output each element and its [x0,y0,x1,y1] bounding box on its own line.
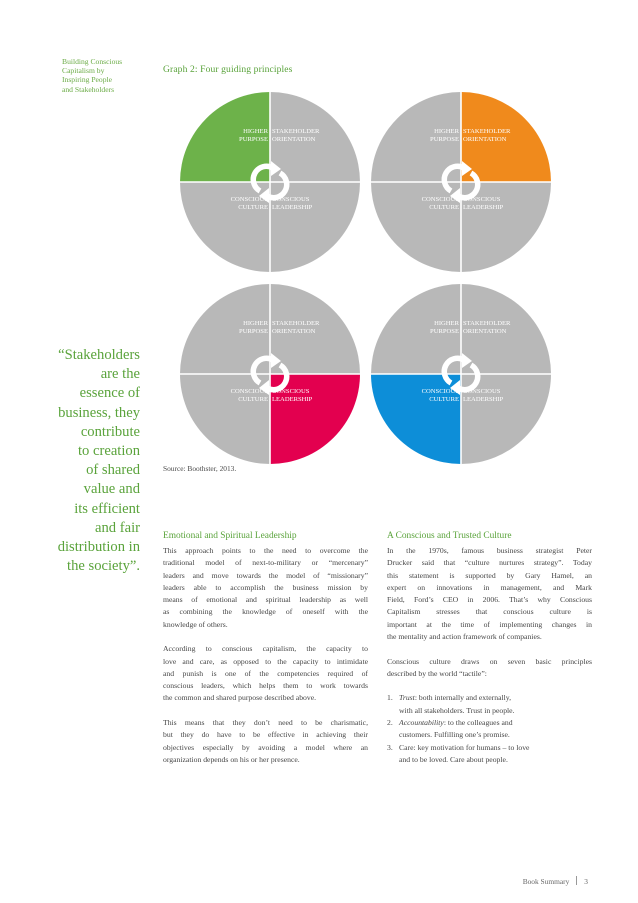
quadrant-label-conscious-leadership [463,388,503,404]
text-line: important at the time of implementing changes in [387,619,592,629]
quadrant-label-stakeholder-orientation [463,128,510,144]
quadrant-label-line: CULTURE [429,396,459,403]
pull-quote-line: distribution in [57,539,140,556]
quadrant-label-conscious-culture [231,388,268,404]
text-line: objectives especially by avoiding a model where an [163,742,368,752]
quadrant-label-line: ORIENTATION [463,136,507,143]
list-text-continued: and to be loved. Care about people. [399,754,508,764]
quadrant-label-line: STAKEHOLDER [272,320,320,327]
pull-quote-line: the society”. [67,558,140,575]
text-line: Drucker said that “culture nurtures strategy”. Today [387,558,592,568]
quadrant-label-line: CONSCIOUS [463,196,501,203]
quadrant-label-line: CONSCIOUS [272,388,310,395]
quadrant-label-line: PURPOSE [430,136,459,143]
quadrant-label-line: PURPOSE [239,328,268,335]
text-line: leaders and move towards the model of “missionary” [163,570,368,580]
quadrant-label-line: HIGHER [434,128,459,135]
source-note: Source: Boothster, 2013. [163,464,237,473]
section-heading-leadership: Emotional and Spiritual Leadership [163,531,297,541]
list-text: Care: key motivation for humans – to love [399,742,530,752]
quadrant-label-higher-purpose [239,320,268,336]
text-line: traditional model of next-to-military or “mercenary” [163,558,368,568]
text-line: Conscious culture draws on seven basic principles [387,656,592,666]
list-number: 3. [387,742,393,752]
quadrant-label-line: STAKEHOLDER [463,128,511,135]
quadrant-label-conscious-leadership [272,388,312,404]
list-number: 1. [387,693,393,703]
quadrant-label-line: LEADERSHIP [272,396,313,403]
quadrant-label-line: CULTURE [429,204,459,211]
pull-quote-line: contribute [80,423,140,440]
quadrant-circle [180,92,360,272]
pull-quote-line: its efficient [74,500,140,517]
left-column [163,531,368,778]
quadrant-label-conscious-culture [231,196,268,212]
quadrant-label-line: CONSCIOUS [421,196,459,203]
text-line: Capitalism stresses that conscious culture is [387,607,592,617]
quadrant-label-higher-purpose [430,128,459,144]
list-number: 2. [387,717,393,727]
text-line: leaders able to accomplish the business mission by [163,582,368,592]
text-line: organization depends on his or her presence. [163,754,300,764]
quadrant-label-line: PURPOSE [239,136,268,143]
text-line: This means that they don’t need to be charismatic, [163,717,368,727]
text-line: the mentality and action framework of companies. [387,632,542,642]
quadrant-label-line: HIGHER [243,320,268,327]
text-line: expert on innovations in management, and Mark [387,582,592,592]
quadrant-circle [180,284,360,464]
text-line: but they do have to be effective in achieving their [163,730,368,740]
footer-divider [576,876,577,885]
text-line: this statement is supported by Gary Hamel, an [387,570,592,580]
quadrant-label-line: CONSCIOUS [463,388,501,395]
list-item [387,692,592,717]
graph-title: Graph 2: Four guiding principles [163,64,293,75]
text-line: Field, Ford’s CEO in 2006. That’s why Conscious [387,595,592,605]
quadrant-circle [371,92,551,272]
running-head-line: Capitalism by [62,66,105,76]
list-text: : both internally and externally, [414,693,512,703]
list-text-continued: customers. Fulfilling one’s promise. [399,730,510,740]
running-head [62,57,152,94]
list-text: : to the colleagues and [443,717,513,727]
quadrant-label-line: LEADERSHIP [463,396,504,403]
quadrant-label-line: CULTURE [238,204,268,211]
quadrant-label-line: ORIENTATION [272,328,316,335]
running-head-line: Building Conscious [62,57,123,66]
text-line: and punish is one of the competencies required of [163,668,368,678]
pull-quote-line: are the [100,366,140,383]
quadrant-label-line: STAKEHOLDER [272,128,320,135]
quadrant-label-line: CONSCIOUS [421,388,459,395]
quadrant-label-stakeholder-orientation [272,128,319,144]
page-number: 3 [584,877,588,886]
text-line: conscious leaders, which helps them to work towards [163,681,368,691]
quadrant-label-stakeholder-orientation [272,320,319,336]
quadrant-label-line: CONSCIOUS [272,196,310,203]
principles-diagram-conscious-leadership [180,284,360,464]
footer-label: Book Summary [522,877,570,886]
running-head-line: Inspiring People [62,75,112,85]
paragraph [387,656,592,681]
text-line: described by the world “tactile”: [387,668,487,678]
text-line: knowledge of others. [163,619,228,629]
pull-quote-line: “Stakeholders [58,347,140,363]
text-line: as combining the knowledge of oneself with the [163,607,368,617]
section-heading-culture: A Conscious and Trusted Culture [387,531,512,541]
pull-quote-line: business, they [58,404,140,421]
quadrant-circle [371,284,551,464]
paragraph [163,545,368,631]
paragraph [163,643,368,704]
quadrant-label-higher-purpose [239,128,268,144]
text-line: In the 1970s, famous business strategist Peter [387,546,592,555]
quadrant-label-line: CULTURE [238,396,268,403]
quadrant-label-conscious-leadership [463,196,503,212]
paragraph [387,545,592,643]
pull-quote-line: value and [83,481,140,498]
text-line: the common and shared purpose described above. [163,693,317,703]
principles-diagram-conscious-culture [371,284,551,464]
quadrant-label-line: HIGHER [243,128,268,135]
paragraph [163,717,368,766]
principles-diagram-higher-purpose [180,92,360,272]
quadrant-label-line: CONSCIOUS [230,196,268,203]
pull-quote [20,346,140,576]
quadrant-label-line: STAKEHOLDER [463,320,511,327]
tactile-principles-list [387,692,592,766]
text-line: love and care, as opposed to the capacity to intimidate [163,656,368,666]
pull-quote-line: of shared [86,462,140,479]
list-term: Trust [399,693,415,703]
page-footer [523,876,588,886]
text-line: means of emotional and spiritual leadership as well [163,595,368,605]
quadrant-label-stakeholder-orientation [463,320,510,336]
quadrant-label-conscious-culture [422,388,459,404]
text-line: According to conscious capitalism, the capacity to [163,644,368,654]
quadrant-label-line: LEADERSHIP [272,204,313,211]
list-item [387,742,592,767]
list-text-continued: with all stakeholders. Trust in people. [399,705,515,715]
quadrant-label-line: HIGHER [434,320,459,327]
quadrant-label-conscious-leadership [272,196,312,212]
pull-quote-line: and fair [95,519,140,536]
quadrant-label-line: ORIENTATION [463,328,507,335]
quadrant-label-conscious-culture [422,196,459,212]
quadrant-label-line: LEADERSHIP [463,204,504,211]
quadrant-label-line: ORIENTATION [272,136,316,143]
quadrant-label-higher-purpose [430,320,459,336]
text-line: This approach points to the need to overcome the [163,546,368,555]
running-head-line: and Stakeholders [62,84,115,94]
quadrant-label-line: CONSCIOUS [230,388,268,395]
list-term: Accountability [399,717,444,727]
list-item [387,717,592,742]
pull-quote-line: essence of [79,385,140,402]
right-column [387,531,592,766]
principles-diagram-stakeholder-orientation [371,92,551,272]
quadrant-label-line: PURPOSE [430,328,459,335]
pull-quote-line: to creation [78,443,140,460]
